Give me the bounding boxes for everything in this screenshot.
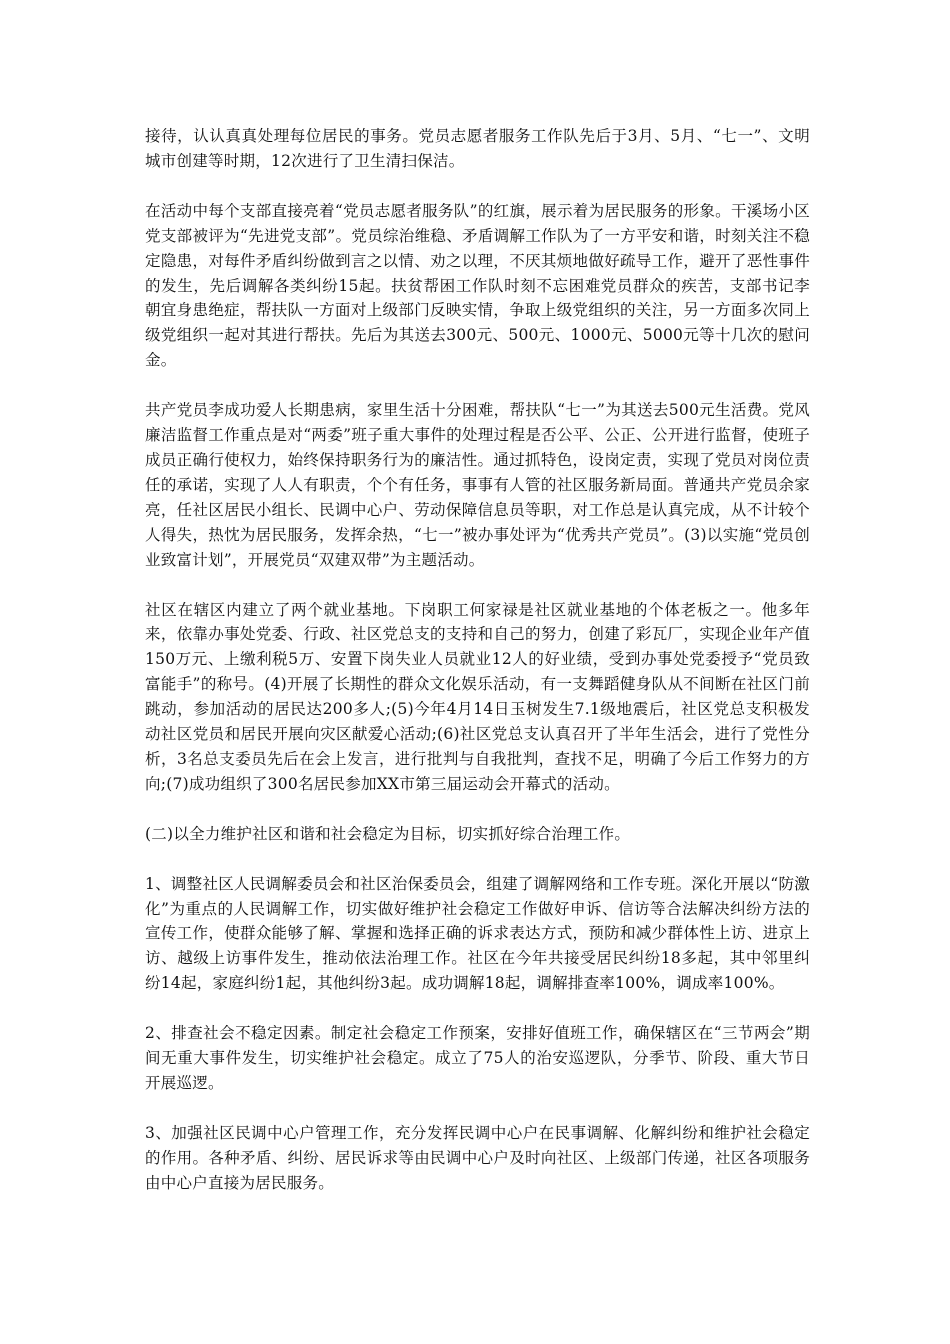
paragraph-branch-activities: 在活动中每个支部直接亮着“党员志愿者服务队”的红旗，展示着为居民服务的形象。干溪场小区党支部被评为“先进党支部”。党员综治维稳、矛盾调解工作队为了一方平安和谐，时刻关注不稳定隐患，对每件矛盾纠纷做到言之以情、劝之以理，不厌其烦地做好疏导工作，避开了恶性事件的发生，先后调解各类纠纷15起。扶贫帮困工作队时刻不忘困难党员群众的疾苦，支部书记李朝宜身患绝症，帮扶队一方面对上级部门反映实情，争取上级党组织的关注，另一方面多次同上级党组织一起对其进行帮扶。先后为其送去300元、500元、1000元、5000元等十几次的慰问金。: [145, 201, 810, 370]
document-body: [145, 124, 810, 1221]
paragraph-party-member-support: 共产党员李成功爱人长期患病，家里生活十分困难，帮扶队“七一”为其送去500元生活费。党风廉洁监督工作重点是对“两委”班子重大事件的处理过程是否公平、公正、公开进行监督，使班子成员正确行使权力，始终保持职务行为的廉洁性。通过抓特色，设岗定责，实现了党员对岗位责任的承诺，实现了人人有职责，个个有任务，事事有人管的社区服务新局面。普通共产党员余家亮，任社区居民小组长、民调中心户、劳动保障信息员等职，对工作总是认真完成，从不计较个人得失，热忱为居民服务，发挥余热，“七一”被办事处评为“优秀共产党员”。(3)以实施“党员创业致富计划”，开展党员“双建双带”为主题活动。: [145, 401, 810, 569]
paragraph-instability-check: 2、排查社会不稳定因素。制定社会稳定工作预案，安排好值班工作，确保辖区在“三节两会”期间无重大事件发生，切实维护社会稳定。成立了75人的治安巡逻队，分季节、阶段、重大节日开展巡逻。: [145, 1024, 810, 1092]
section-heading-stability: (二)以全力维护社区和谐和社会稳定为目标，切实抓好综合治理工作。: [145, 824, 631, 843]
paragraph-mediation-committee: 1、调整社区人民调解委员会和社区治保委员会，组建了调解网络和工作专班。深化开展以“防激化”为重点的人民调解工作，切实做好维护社会稳定工作做好申诉、信访等合法解决纠纷方法的宣传工作，使群众能够了解、掌握和选择正确的诉求表达方式，预防和减少群体性上访、进京上访、越级上访事件发生，推动依法治理工作。社区在今年共接受居民纠纷18多起，其中邻里纠纷14起，家庭纠纷1起，其他纠纷3起。成功调解18起，调解排查率100%，调成率100%。: [145, 874, 810, 993]
paragraph-mediation-households: 3、加强社区民调中心户管理工作，充分发挥民调中心户在民事调解、化解纠纷和维护社会稳定的作用。各种矛盾、纠纷、居民诉求等由民调中心户及时向社区、上级部门传递，社区各项服务由中心户直接为居民服务。: [145, 1123, 810, 1192]
paragraph-volunteer-cleaning: 接待，认认真真处理每位居民的事务。党员志愿者服务工作队先后于3月、5月、“七一”、文明城市创建等时期，12次进行了卫生清扫保洁。: [145, 127, 810, 170]
paragraph-employment-base: 社区在辖区内建立了两个就业基地。下岗职工何家禄是社区就业基地的个体老板之一。他多年来，依靠办事处党委、行政、社区党总支的支持和自己的努力，创建了彩瓦厂，实现企业年产值150万元、上缴利税5万、安置下岗失业人员就业12人的好业绩，受到办事处党委授予“党员致富能手”的称号。(4)开展了长期性的群众文化娱乐活动，有一支舞蹈健身队从不间断在社区门前跳动，参加活动的居民达200多人;(5)今年4月14日玉树发生7.1级地震后，社区党总支积极发动社区党员和居民开展向灾区献爱心活动;(6)社区党总支认真召开了半年生活会，进行了党性分析，3名总支委员先后在会上发言，进行批判与自我批判，查找不足，明确了今后工作努力的方向;(7)成功组织了300名居民参加XX市第三届运动会开幕式的活动。: [145, 600, 810, 793]
